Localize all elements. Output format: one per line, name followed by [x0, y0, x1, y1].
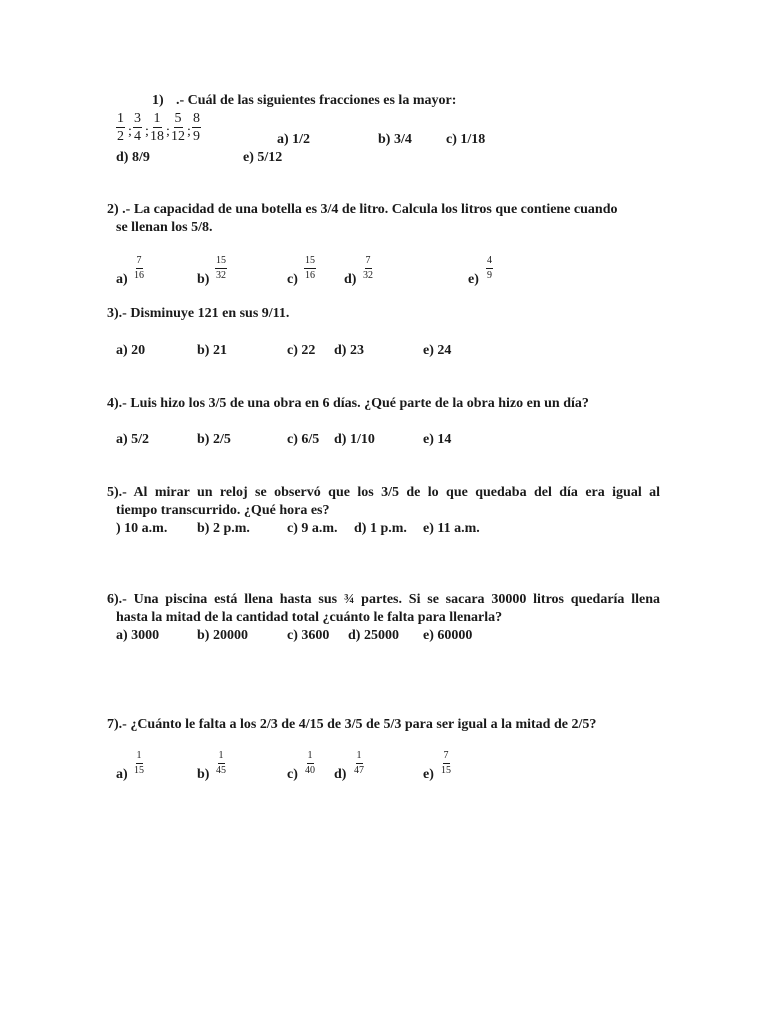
q6-option-b: b) 20000	[197, 628, 248, 643]
q2-text-line2: se llenan los 5/8.	[116, 220, 213, 235]
q3-option-c: c) 22	[287, 343, 316, 358]
q5-text-line1: 5).- Al mirar un reloj se observó que los 3/5 de lo que quedaba del día era igual al	[107, 485, 660, 500]
q7-option-c-fraction: $\frac{1}{40}$	[305, 750, 315, 776]
q3-option-d: d) 23	[334, 343, 364, 358]
q5-text-line2: tiempo transcurrido. ¿Qué hora es?	[116, 503, 330, 518]
q7-text: 7).- ¿Cuánto le falta a los 2/3 de 4/15 de 3/5 de 5/3 para ser igual a la mitad de 2/5?	[107, 717, 597, 732]
q7-option-c-label: c)	[287, 767, 298, 782]
q2-option-e-fraction: $\frac{4}{9}$	[487, 255, 492, 281]
q7-option-a-label: a)	[116, 767, 128, 782]
q7-option-d-fraction: $\frac{1}{47}$	[354, 750, 364, 776]
q1-fraction-5: $\frac{8}{9}$	[193, 111, 200, 144]
q1-option-b: b) 3/4	[378, 132, 412, 147]
q2-option-c-fraction: $\frac{15}{16}$	[305, 255, 315, 281]
q7-option-a-fraction: $\frac{1}{15}$	[134, 750, 144, 776]
q5-option-a: ) 10 a.m.	[116, 521, 168, 536]
q2-option-d-label: d)	[344, 272, 357, 287]
q7-option-b-fraction: $\frac{1}{45}$	[216, 750, 226, 776]
q7-option-e-label: e)	[423, 767, 434, 782]
q1-option-e: e) 5/12	[243, 150, 283, 165]
q2-option-a-fraction: $\frac{7}{16}$	[134, 255, 144, 281]
q2-option-a-label: a)	[116, 272, 128, 287]
q1-separator: ;	[128, 124, 132, 139]
q5-option-d: d) 1 p.m.	[354, 521, 407, 536]
q1-separator: ;	[166, 124, 170, 139]
q7-option-b-label: b)	[197, 767, 210, 782]
q1-number: 1)	[152, 93, 164, 108]
q5-option-c: c) 9 a.m.	[287, 521, 338, 536]
q6-option-e: e) 60000	[423, 628, 473, 643]
q2-option-b-fraction: $\frac{15}{32}$	[216, 255, 226, 281]
q6-option-d: d) 25000	[348, 628, 399, 643]
q6-text-line2: hasta la mitad de la cantidad total ¿cuánto le falta para llenarla?	[116, 610, 503, 625]
q1-separator: ;	[187, 124, 191, 139]
q2-option-b-label: b)	[197, 272, 210, 287]
q4-option-c: c) 6/5	[287, 432, 320, 447]
q2-option-d-fraction: $\frac{7}{32}$	[363, 255, 373, 281]
q1-separator: ;	[145, 124, 149, 139]
q1-option-d: d) 8/9	[116, 150, 150, 165]
q7-option-d-label: d)	[334, 767, 347, 782]
q3-option-a: a) 20	[116, 343, 146, 358]
q5-option-b: b) 2 p.m.	[197, 521, 250, 536]
q1-option-c: c) 1/18	[446, 132, 486, 147]
q6-text-line1: 6).- Una piscina está llena hasta sus ¾ partes. Si se sacara 30000 litros quedaría llena	[107, 592, 660, 607]
q1-fraction-3: $\frac{1}{18}$	[150, 111, 164, 144]
q3-option-e: e) 24	[423, 343, 452, 358]
q6-option-a: a) 3000	[116, 628, 160, 643]
q1-option-a: a) 1/2	[277, 132, 311, 147]
q4-option-e: e) 14	[423, 432, 452, 447]
q2-option-c-label: c)	[287, 272, 298, 287]
q4-option-d: d) 1/10	[334, 432, 375, 447]
q2-text-line1: 2) .- La capacidad de una botella es 3/4 de litro. Calcula los litros que contiene cuando	[107, 202, 618, 217]
q1-fraction-2: $\frac{3}{4}$	[134, 111, 141, 144]
q7-option-e-fraction: $\frac{7}{15}$	[441, 750, 451, 776]
q4-option-a: a) 5/2	[116, 432, 150, 447]
q2-option-e-label: e)	[468, 272, 479, 287]
q5-option-e: e) 11 a.m.	[423, 521, 480, 536]
q4-text: 4).- Luis hizo los 3/5 de una obra en 6 días. ¿Qué parte de la obra hizo en un día?	[107, 396, 589, 411]
q3-option-b: b) 21	[197, 343, 227, 358]
q1-fraction-4: $\frac{5}{12}$	[171, 111, 185, 144]
q4-option-b: b) 2/5	[197, 432, 231, 447]
q1-text: .- Cuál de las siguientes fracciones es la mayor:	[176, 93, 457, 108]
q1-fraction-1: $\frac{1}{2}$	[117, 111, 124, 144]
q6-option-c: c) 3600	[287, 628, 330, 643]
q3-text: 3).- Disminuye 121 en sus 9/11.	[107, 306, 290, 321]
